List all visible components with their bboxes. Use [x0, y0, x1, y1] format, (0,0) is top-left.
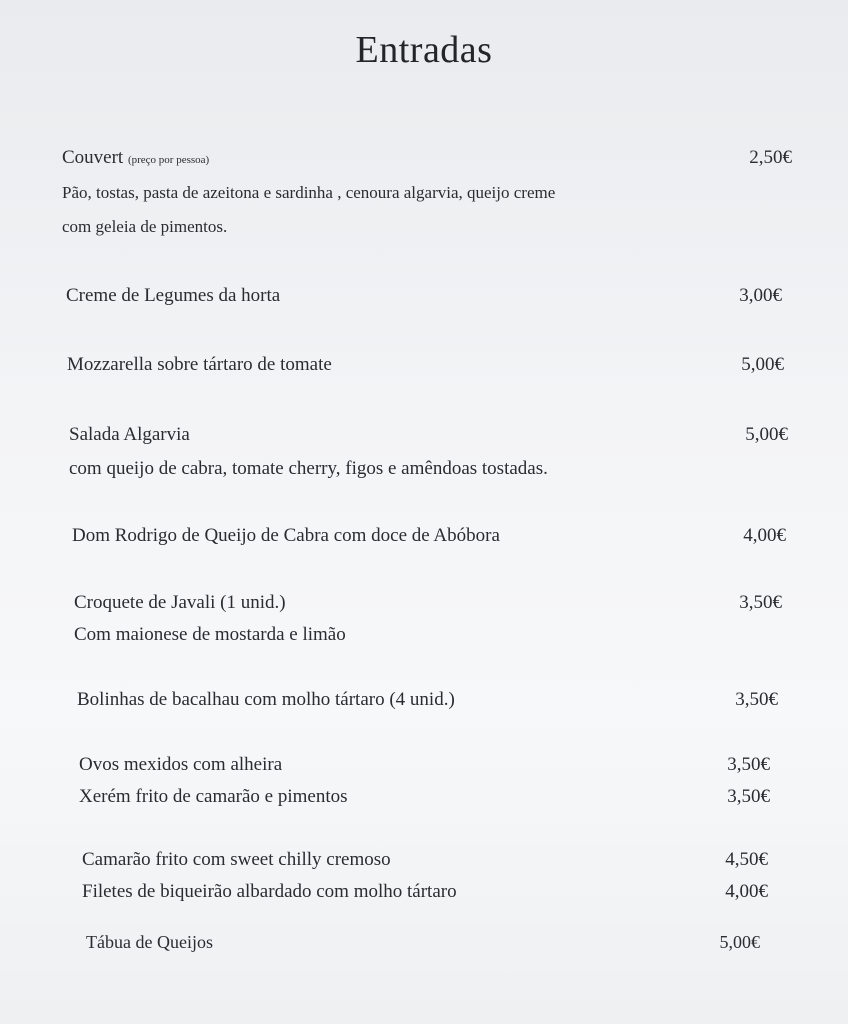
menu-item-name: Tábua de Queijos: [86, 932, 213, 952]
menu-item-price: 4,00€: [725, 881, 768, 902]
menu-item-description: com geleia de pimentos.: [62, 217, 228, 236]
item-name-text: Couvert: [62, 147, 124, 168]
page-title: Entradas: [355, 29, 493, 71]
menu-item-name: Bolinhas de bacalhau com molho tártaro (4 unid.): [77, 689, 455, 710]
menu-item-name: Filetes de biqueirão albardado com molho tártaro: [82, 881, 457, 902]
menu-item-name: Croquete de Javali (1 unid.): [74, 592, 286, 613]
menu-item-name: Xerém frito de camarão e pimentos: [79, 786, 348, 807]
menu-item-price: 3,50€: [735, 689, 778, 710]
menu-item-price: 4,50€: [725, 849, 768, 870]
menu-item-price: 5,00€: [719, 932, 760, 952]
menu-item-name: [62, 147, 209, 169]
menu-item-price: 3,50€: [739, 592, 782, 613]
menu-item-description: com queijo de cabra, tomate cherry, figos e amêndoas tostadas.: [69, 458, 548, 479]
item-note: (preço por pessoa): [127, 154, 210, 166]
menu-item-price: 3,50€: [727, 786, 770, 807]
menu-item-price: 3,50€: [727, 754, 770, 775]
menu-item-name: Camarão frito com sweet chilly cremoso: [82, 849, 391, 870]
menu-item-name: Ovos mexidos com alheira: [79, 754, 283, 775]
menu-item-price: 5,00€: [745, 424, 788, 445]
menu-item-price: 4,00€: [743, 525, 786, 546]
menu-item-name: Mozzarella sobre tártaro de tomate: [67, 354, 332, 375]
menu-item-price: 5,00€: [741, 354, 784, 375]
menu-item-price: 2,50€: [749, 147, 792, 168]
menu-item-name: Dom Rodrigo de Queijo de Cabra com doce de Abóbora: [72, 525, 500, 546]
menu-item-name: Creme de Legumes da horta: [66, 285, 281, 306]
menu-item-name: Salada Algarvia: [69, 424, 190, 445]
menu-item-price: 3,00€: [739, 285, 782, 306]
menu-item-description: Com maionese de mostarda e limão: [74, 624, 346, 645]
menu-item-description: Pão, tostas, pasta de azeitona e sardinha , cenoura algarvia, queijo creme: [62, 183, 556, 202]
